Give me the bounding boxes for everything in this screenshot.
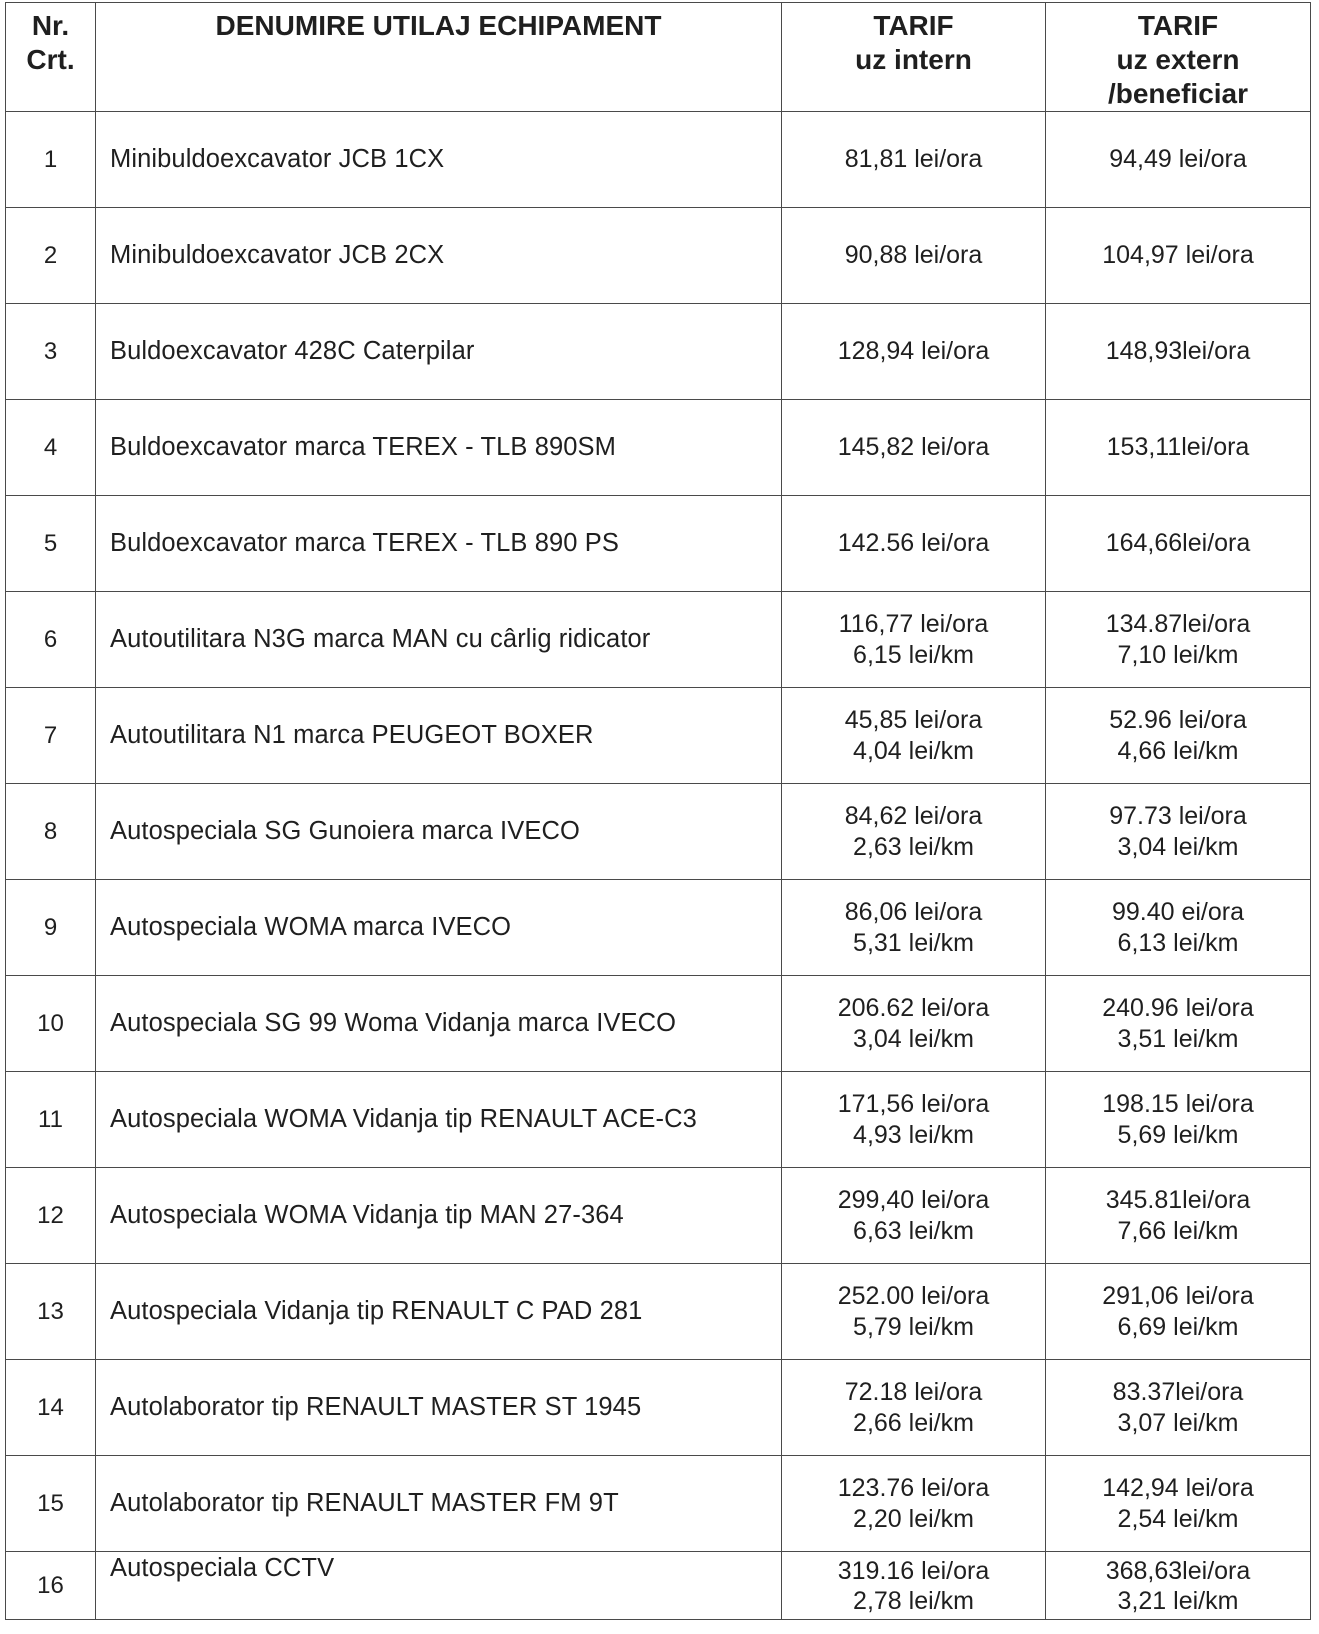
tariff-intern-value: 2,66 lei/km [853, 1408, 974, 1437]
row-number: 9 [6, 880, 96, 976]
row-number: 15 [6, 1456, 96, 1552]
header-nr-line2: Crt. [26, 44, 75, 75]
header-intern-line1: TARIF [873, 10, 954, 41]
equipment-name: Minibuldoexcavator JCB 2CX [96, 208, 782, 304]
row-number: 11 [6, 1072, 96, 1168]
tariff-extern-value: 3,07 lei/km [1117, 1408, 1239, 1437]
tariff-intern-value: 145,82 lei/ora [837, 433, 990, 461]
tariff-extern [1046, 208, 1311, 304]
tariff-intern-value: 72.18 lei/ora [844, 1377, 983, 1406]
equipment-name: Autospeciala CCTV [96, 1552, 782, 1620]
tariff-extern-value: 291,06 lei/ora [1102, 1281, 1254, 1310]
tariff-extern-value: 142,94 lei/ora [1102, 1473, 1254, 1502]
table-row [6, 976, 1311, 1072]
row-number: 14 [6, 1360, 96, 1456]
equipment-name: Autospeciala WOMA marca IVECO [96, 880, 782, 976]
equipment-name: Autolaborator tip RENAULT MASTER ST 1945 [96, 1360, 782, 1456]
tariff-extern-value: 99.40 ei/ora [1111, 897, 1245, 926]
table-row [6, 1456, 1311, 1552]
tariff-extern-value: 3,51 lei/km [1117, 1024, 1239, 1053]
tariff-intern [782, 1456, 1046, 1552]
tariff-intern-value: 2,20 lei/km [853, 1504, 974, 1533]
tariff-extern-value: 52.96 lei/ora [1109, 705, 1247, 734]
tariff-intern-value: 5,31 lei/km [853, 928, 974, 957]
header-nr-crt [6, 3, 96, 112]
table-header [6, 3, 1311, 112]
table-body [6, 112, 1311, 1620]
tariff-intern-value: 4,93 lei/km [853, 1120, 974, 1149]
tariff-intern-value: 116,77 lei/ora [838, 609, 989, 638]
tariff-intern-value: 90,88 lei/ora [844, 241, 983, 269]
table-row [6, 880, 1311, 976]
tariff-intern [782, 1168, 1046, 1264]
header-equipment-name [96, 3, 782, 112]
tariff-intern-value: 319.16 lei/ora [837, 1556, 990, 1585]
equipment-name: Autospeciala WOMA Vidanja tip RENAULT ACE-C3 [96, 1072, 782, 1168]
equipment-name: Minibuldoexcavator JCB 1CX [96, 112, 782, 208]
table-row [6, 784, 1311, 880]
row-number: 10 [6, 976, 96, 1072]
tariff-extern-value: 164,66lei/ora [1105, 529, 1251, 557]
tariff-intern-value: 4,04 lei/km [853, 736, 974, 765]
tariff-intern-value: 252.00 lei/ora [837, 1281, 990, 1310]
tariff-extern [1046, 688, 1311, 784]
equipment-name: Autospeciala SG 99 Woma Vidanja marca IVECO [96, 976, 782, 1072]
table-row [6, 1360, 1311, 1456]
equipment-name: Autoutilitara N1 marca PEUGEOT BOXER [96, 688, 782, 784]
tariff-intern-value: 3,04 lei/km [853, 1024, 974, 1053]
equipment-name: Autoutilitara N3G marca MAN cu cârlig ridicator [96, 592, 782, 688]
row-number: 16 [6, 1552, 96, 1620]
equipment-name: Buldoexcavator marca TEREX - TLB 890SM [96, 400, 782, 496]
table-row [6, 208, 1311, 304]
header-name-text: DENUMIRE UTILAJ ECHIPAMENT [215, 10, 662, 41]
tariff-extern-value: 7,10 lei/km [1117, 640, 1239, 669]
tariff-extern [1046, 1552, 1311, 1620]
tariff-intern [782, 1072, 1046, 1168]
tariff-intern [782, 880, 1046, 976]
tariff-intern-value: 5,79 lei/km [853, 1312, 974, 1341]
tariff-intern-value: 6,63 lei/km [853, 1216, 974, 1245]
tariff-extern-value: 345.81lei/ora [1105, 1185, 1251, 1214]
equipment-name: Autolaborator tip RENAULT MASTER FM 9T [96, 1456, 782, 1552]
tariff-extern [1046, 592, 1311, 688]
tariff-extern-value: 2,54 lei/km [1117, 1504, 1239, 1533]
tariff-extern-value: 3,04 lei/km [1117, 832, 1239, 861]
row-number: 1 [6, 112, 96, 208]
tariff-extern [1046, 112, 1311, 208]
row-number: 8 [6, 784, 96, 880]
tariff-intern-value: 84,62 lei/ora [844, 801, 983, 830]
tariff-extern-value: 7,66 lei/km [1117, 1216, 1239, 1245]
equipment-name: Buldoexcavator marca TEREX - TLB 890 PS [96, 496, 782, 592]
tariff-extern-value: 97.73 lei/ora [1109, 801, 1247, 830]
tariff-intern-value: 2,78 lei/km [853, 1586, 974, 1615]
tariff-extern [1046, 1264, 1311, 1360]
header-row [6, 3, 1311, 112]
tariff-intern-value: 299,40 lei/ora [837, 1185, 990, 1214]
tariff-intern [782, 688, 1046, 784]
header-intern-line2: uz intern [855, 44, 972, 75]
equipment-name: Autospeciala WOMA Vidanja tip MAN 27-364 [96, 1168, 782, 1264]
tariff-extern [1046, 1072, 1311, 1168]
tariff-extern [1046, 784, 1311, 880]
tariff-extern-value: 134.87lei/ora [1105, 609, 1251, 638]
tariff-extern [1046, 1456, 1311, 1552]
row-number: 2 [6, 208, 96, 304]
header-tariff-extern [1046, 3, 1311, 112]
tariff-intern-value: 142.56 lei/ora [837, 529, 990, 557]
tariff-intern-value: 86,06 lei/ora [844, 897, 983, 926]
tariff-extern-value: 368,63lei/ora [1105, 1556, 1251, 1585]
tariff-intern [782, 592, 1046, 688]
row-number: 13 [6, 1264, 96, 1360]
tariff-extern-value: 104,97 lei/ora [1102, 241, 1254, 269]
tariff-intern-value: 206.62 lei/ora [837, 993, 990, 1022]
row-number: 7 [6, 688, 96, 784]
tariff-intern [782, 496, 1046, 592]
tariff-extern-value: 4,66 lei/km [1117, 736, 1239, 765]
table-row [6, 1072, 1311, 1168]
tariff-intern [782, 1552, 1046, 1620]
row-number: 4 [6, 400, 96, 496]
table-row [6, 400, 1311, 496]
tariff-extern-value: 240.96 lei/ora [1102, 993, 1254, 1022]
equipment-name: Autospeciala Vidanja tip RENAULT C PAD 281 [96, 1264, 782, 1360]
row-number: 12 [6, 1168, 96, 1264]
tariff-extern-value: 148,93lei/ora [1105, 337, 1251, 365]
tariff-extern [1046, 1360, 1311, 1456]
tariff-intern-value: 171,56 lei/ora [837, 1089, 990, 1118]
tariff-extern-value: 94,49 lei/ora [1109, 145, 1247, 173]
table-row [6, 1264, 1311, 1360]
tariff-extern-value: 5,69 lei/km [1117, 1120, 1239, 1149]
tariff-extern-value: 198.15 lei/ora [1102, 1089, 1254, 1118]
tariff-extern [1046, 304, 1311, 400]
tariff-extern-value: 6,13 lei/km [1117, 928, 1239, 957]
header-nr-line1: Nr. [31, 10, 70, 41]
tariff-extern [1046, 880, 1311, 976]
tariff-intern-value: 45,85 lei/ora [844, 705, 983, 734]
table-row [6, 688, 1311, 784]
tariff-intern [782, 112, 1046, 208]
tariff-intern [782, 400, 1046, 496]
tariff-intern-value: 123.76 lei/ora [837, 1473, 990, 1502]
tariff-extern-value: 6,69 lei/km [1117, 1312, 1239, 1341]
tariff-intern-value: 81,81 lei/ora [844, 145, 983, 173]
tariff-intern [782, 304, 1046, 400]
tariff-extern-value: 153,11lei/ora [1106, 433, 1250, 461]
table-row [6, 304, 1311, 400]
tariff-extern-value: 3,21 lei/km [1117, 1586, 1239, 1615]
equipment-name: Buldoexcavator 428C Caterpilar [96, 304, 782, 400]
equipment-name: Autospeciala SG Gunoiera marca IVECO [96, 784, 782, 880]
tariff-intern [782, 784, 1046, 880]
tariff-intern [782, 1360, 1046, 1456]
header-tariff-intern [782, 3, 1046, 112]
tariff-intern-value: 2,63 lei/km [853, 832, 974, 861]
header-extern-line2: uz extern [1116, 44, 1240, 75]
header-extern-line3: /beneficiar [1107, 78, 1249, 109]
tariff-extern-value: 83.37lei/ora [1112, 1377, 1244, 1406]
table-row [6, 592, 1311, 688]
tariff-intern [782, 208, 1046, 304]
tariff-extern [1046, 400, 1311, 496]
equipment-tariff-table [5, 2, 1311, 1620]
tariff-extern [1046, 496, 1311, 592]
tariff-extern [1046, 1168, 1311, 1264]
row-number: 6 [6, 592, 96, 688]
table-row [6, 112, 1311, 208]
header-extern-line1: TARIF [1137, 10, 1219, 41]
row-number: 3 [6, 304, 96, 400]
row-number: 5 [6, 496, 96, 592]
tariff-intern-value: 128,94 lei/ora [837, 337, 990, 365]
tariff-intern-value: 6,15 lei/km [853, 640, 974, 669]
table-row [6, 1168, 1311, 1264]
tariff-intern [782, 1264, 1046, 1360]
table-row [6, 496, 1311, 592]
tariff-extern [1046, 976, 1311, 1072]
tariff-intern [782, 976, 1046, 1072]
table-row [6, 1552, 1311, 1620]
